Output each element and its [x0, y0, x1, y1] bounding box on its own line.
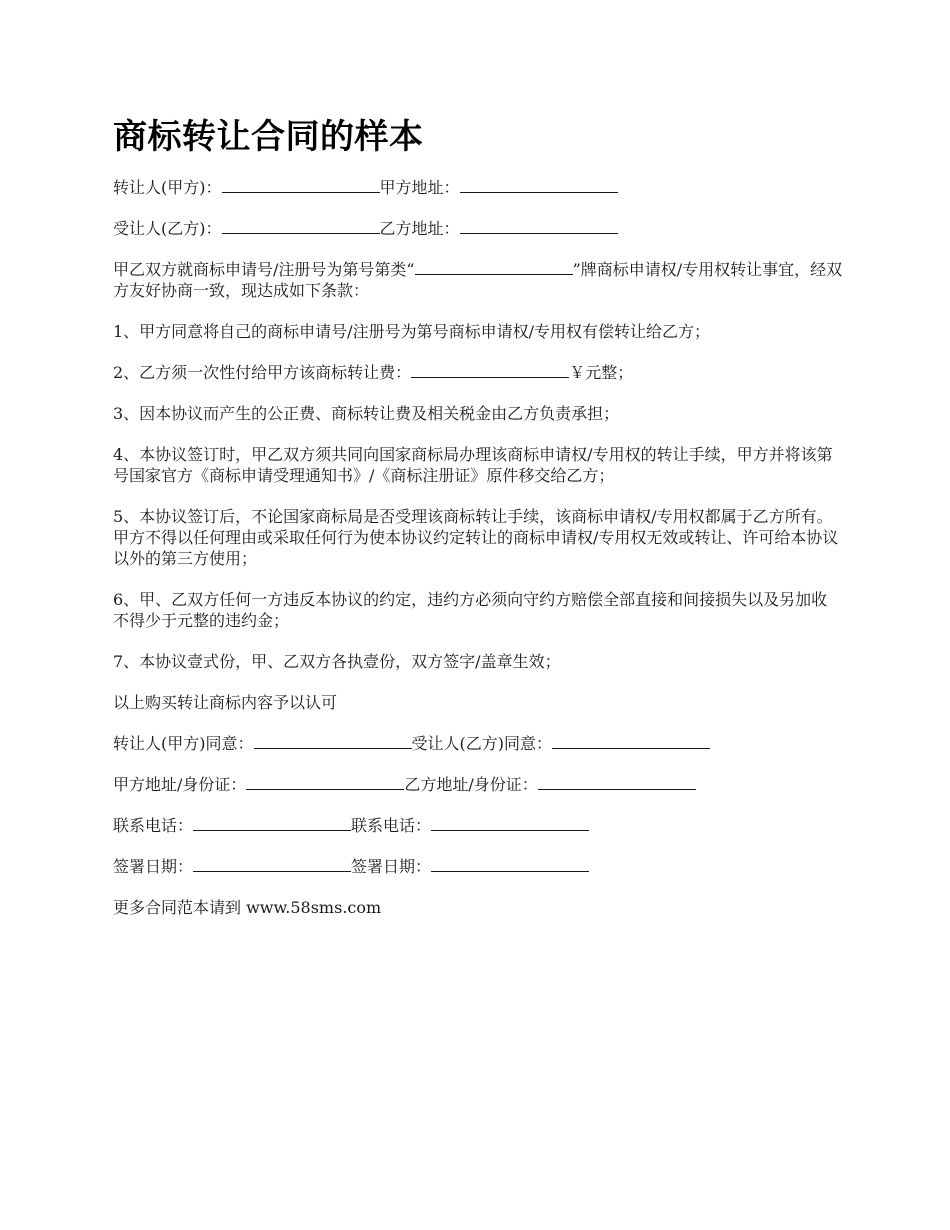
clause-2-text-start: 2、乙方须一次性付给甲方该商标转让费：: [113, 363, 412, 382]
party-b-label: 受让人(乙方)：: [113, 219, 222, 238]
consent-line: [113, 733, 843, 754]
footer-note: 更多合同范本请到 www.58sms.com: [113, 898, 382, 917]
party-a-address-label: 甲方地址：: [379, 178, 460, 197]
clause-2-text-end: ￥元整；: [569, 363, 634, 382]
address-id-a-label: 甲方地址/身份证：: [113, 775, 247, 794]
consent-a-blank: [254, 734, 412, 749]
consent-b-blank: [552, 734, 710, 749]
party-a-blank: [222, 178, 380, 193]
consent-b-label: 受让人(乙方)同意：: [411, 734, 552, 753]
date-a-blank: [193, 857, 351, 872]
clause-1: 1、甲方同意将自己的商标申请号/注册号为第号商标申请权/专用权有偿转让给乙方；: [113, 322, 710, 341]
phone-b-label: 联系电话：: [351, 816, 432, 835]
consent-a-label: 转让人(甲方)同意：: [113, 734, 254, 753]
phone-a-blank: [193, 816, 351, 831]
date-a-label: 签署日期：: [113, 857, 194, 876]
phone-a-label: 联系电话：: [113, 816, 194, 835]
party-b-line: [113, 218, 843, 239]
address-id-line: [113, 774, 843, 795]
clause-4: 4、本协议签订时，甲乙双方须共同向国家商标局办理该商标申请权/专用权的转让手续，甲方并将该第号国家官方《商标申请受理通知书》/《商标注册证》原件移交给乙方；: [113, 445, 833, 485]
address-id-a-blank: [246, 775, 404, 790]
document-title: 商标转让合同的样本: [113, 117, 424, 157]
party-b-address-label: 乙方地址：: [379, 219, 460, 238]
transfer-fee-blank: [411, 363, 569, 378]
party-a-label: 转让人(甲方)：: [113, 178, 222, 197]
address-id-b-label: 乙方地址/身份证：: [404, 775, 538, 794]
clause-5: 5、本协议签订后，不论国家商标局是否受理该商标转让手续，该商标申请权/专用权都属于乙方所有。甲方不得以任何理由或采取任何行为使本协议约定转让的商标申请权/专用权无效或转让、许可给本协议以外的第三方使用；: [113, 507, 839, 568]
approval-statement: 以上购买转让商标内容予以认可: [113, 693, 338, 712]
date-line: [113, 856, 843, 877]
brand-name-blank: [415, 260, 573, 275]
phone-line: [113, 815, 843, 836]
party-b-blank: [222, 219, 380, 234]
party-b-address-blank: [460, 219, 618, 234]
address-id-b-blank: [538, 775, 696, 790]
clause-3: 3、因本协议而产生的公正费、商标转让费及相关税金由乙方负责承担；: [113, 404, 620, 423]
intro-paragraph: [113, 259, 843, 301]
intro-text-start: 甲乙双方就商标申请号/注册号为第号第类“: [113, 260, 415, 279]
date-b-label: 签署日期：: [351, 857, 432, 876]
date-b-blank: [431, 857, 589, 872]
party-a-line: [113, 177, 843, 198]
party-a-address-blank: [460, 178, 618, 193]
intro-text-end: ”牌商标申请权/专用权转让事宜，经双方友好协商一致，现达成如下条款：: [113, 260, 843, 300]
clause-2: [113, 362, 843, 383]
clause-7: 7、本协议壹式份，甲、乙双方各执壹份，双方签字/盖章生效；: [113, 652, 561, 671]
contract-document: [113, 114, 843, 938]
clause-6: 6、甲、乙双方任何一方违反本协议的约定，违约方必须向守约方赔偿全部直接和间接损失以及另加收不得少于元整的违约金；: [113, 590, 828, 630]
phone-b-blank: [431, 816, 589, 831]
